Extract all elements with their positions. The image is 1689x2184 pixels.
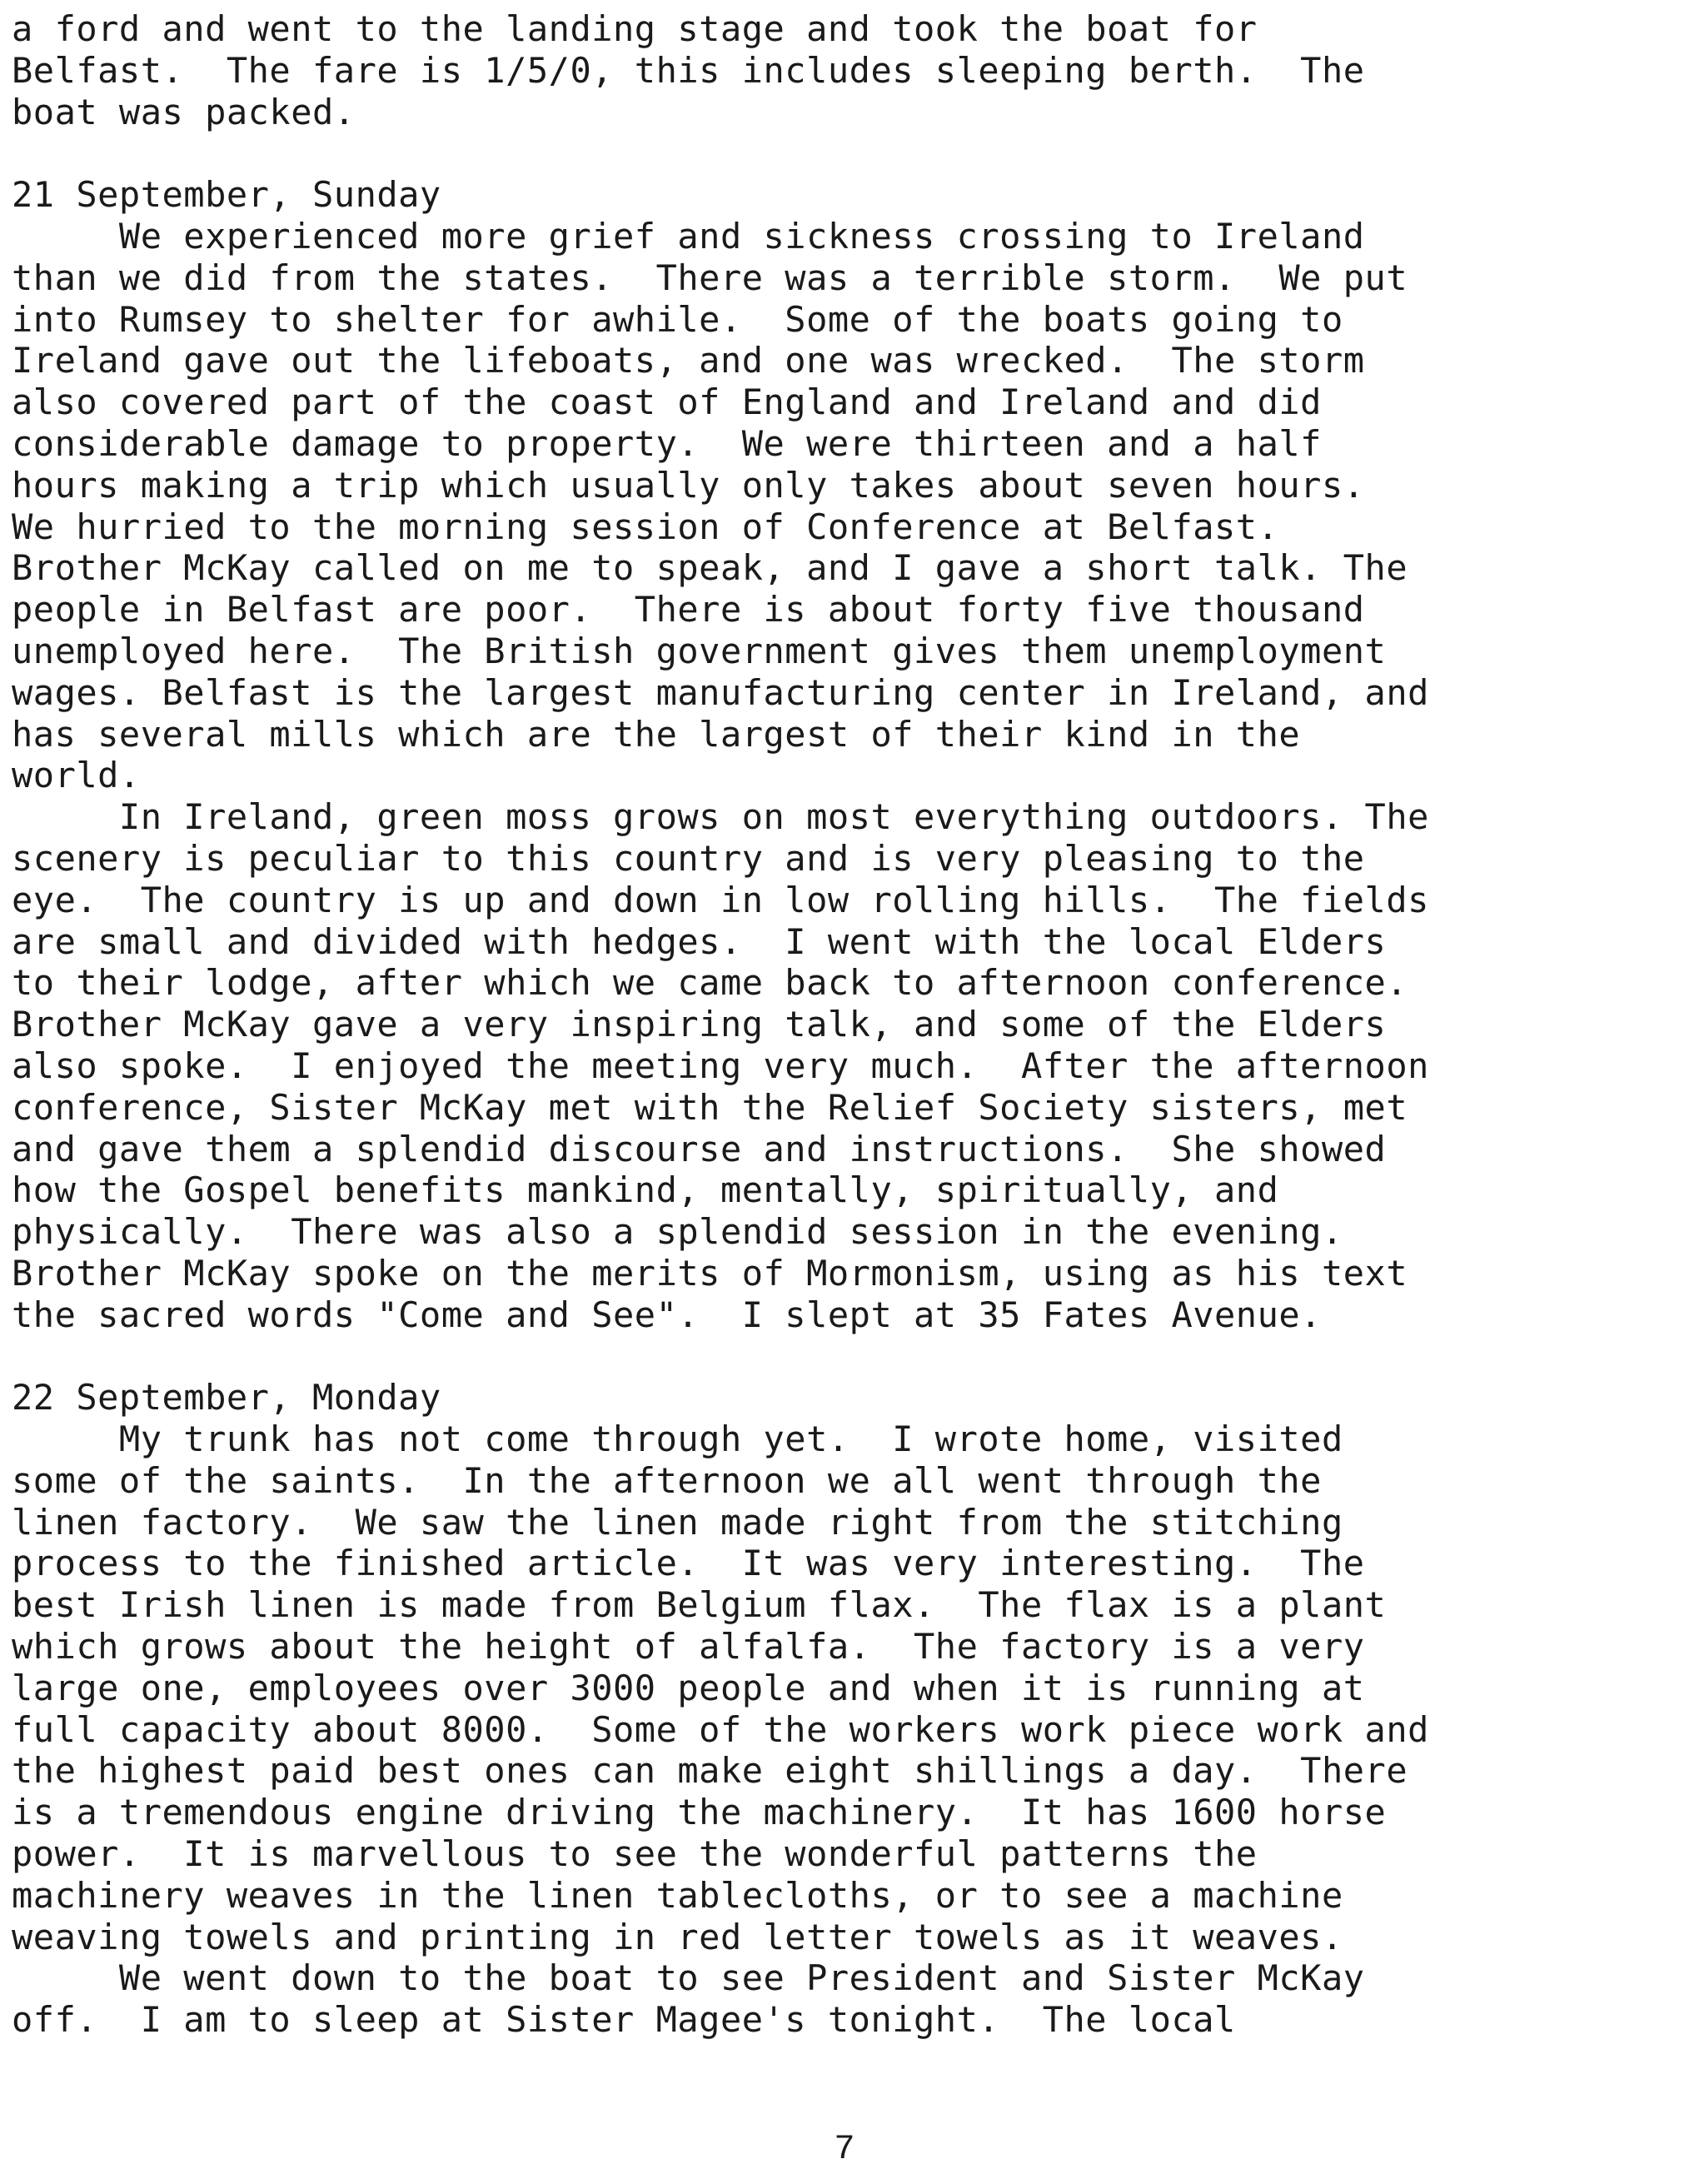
text-line: how the Gospel benefits mankind, mentally, spiritually, and [12, 1169, 1279, 1211]
spacer [12, 132, 1677, 174]
text-line: process to the finished article. It was very interesting. The [12, 1543, 1365, 1584]
text-line: best Irish linen is made from Belgium flax. The flax is a plant [12, 1584, 1387, 1626]
entry-heading: 22 September, Monday [12, 1377, 441, 1419]
page-number: 7 [834, 2129, 855, 2169]
text-line: off. I am to sleep at Sister Magee's tonight. The local [12, 1999, 1236, 2041]
text-line: large one, employees over 3000 people and when it is running at [12, 1667, 1365, 1708]
text-line: power. It is marvellous to see the wonderful patterns the [12, 1833, 1258, 1875]
text-line: Brother McKay spoke on the merits of Mormonism, using as his text [12, 1252, 1408, 1294]
text-line: Belfast. The fare is 1/5/0, this includes sleeping berth. The [12, 49, 1365, 91]
document-page [12, 8, 1677, 2041]
text-line: Brother McKay called on me to speak, and I gave a short talk. The [12, 547, 1408, 589]
spacer [12, 1336, 1677, 1378]
text-line: My trunk has not come through yet. I wrote home, visited [12, 1419, 1343, 1460]
diary-entry-22-september [12, 1377, 1677, 2041]
text-line: scenery is peculiar to this country and is very pleasing to the [12, 837, 1365, 879]
text-line: hours making a trip which usually only takes about seven hours. [12, 464, 1365, 506]
text-line: into Rumsey to shelter for awhile. Some of the boats going to [12, 298, 1343, 340]
text-line: We experienced more grief and sickness crossing to Ireland [12, 215, 1365, 257]
text-line: In Ireland, green moss grows on most everything outdoors. The [12, 796, 1429, 838]
text-line: to their lodge, after which we came back to afternoon conference. [12, 962, 1408, 1004]
text-line: world. [12, 755, 141, 796]
text-line: people in Belfast are poor. There is about forty five thousand [12, 589, 1365, 631]
text-line: the sacred words "Come and See". I slept at 35 Fates Avenue. [12, 1294, 1322, 1335]
text-line: machinery weaves in the linen tablecloths, or to see a machine [12, 1874, 1343, 1916]
text-line: boat was packed. [12, 91, 356, 132]
text-line: physically. There was also a splendid session in the evening. [12, 1211, 1343, 1253]
text-line: eye. The country is up and down in low rolling hills. The fields [12, 879, 1429, 920]
text-line: wages. Belfast is the largest manufacturing center in Ireland, and [12, 671, 1429, 713]
text-line: has several mills which are the largest of their kind in the [12, 713, 1301, 755]
text-line: conference, Sister McKay met with the Relief Society sisters, met [12, 1086, 1408, 1128]
text-line: We hurried to the morning session of Conference at Belfast. [12, 506, 1279, 547]
text-line: We went down to the boat to see President and Sister McKay [12, 1957, 1365, 1999]
text-line: considerable damage to property. We were thirteen and a half [12, 422, 1322, 464]
text-line: unemployed here. The British government gives them unemployment [12, 630, 1387, 671]
text-line: also covered part of the coast of England and Ireland and did [12, 381, 1322, 423]
text-line: is a tremendous engine driving the machinery. It has 1600 horse [12, 1792, 1387, 1833]
text-line: which grows about the height of alfalfa. The factory is a very [12, 1626, 1365, 1668]
text-line: some of the saints. In the afternoon we all went through the [12, 1459, 1322, 1501]
entry-heading: 21 September, Sunday [12, 174, 441, 216]
text-line: Brother McKay gave a very inspiring talk, and some of the Elders [12, 1004, 1387, 1045]
text-line: full capacity about 8000. Some of the workers work piece work and [12, 1708, 1429, 1750]
text-line: Ireland gave out the lifeboats, and one was wrecked. The storm [12, 340, 1365, 381]
text-line: are small and divided with hedges. I went with the local Elders [12, 920, 1387, 962]
text-line: and gave them a splendid discourse and instructions. She showed [12, 1128, 1387, 1169]
text-line: the highest paid best ones can make eight shillings a day. There [12, 1750, 1408, 1792]
text-line: linen factory. We saw the linen made right from the stitching [12, 1501, 1343, 1543]
text-line: a ford and went to the landing stage and took the boat for [12, 8, 1258, 49]
text-line: weaving towels and printing in red letter towels as it weaves. [12, 1916, 1343, 1957]
text-line: than we did from the states. There was a terrible storm. We put [12, 257, 1408, 298]
text-line: also spoke. I enjoyed the meeting very much. After the afternoon [12, 1045, 1429, 1086]
paragraph-continuation [12, 8, 1677, 132]
diary-entry-21-september [12, 174, 1677, 1335]
